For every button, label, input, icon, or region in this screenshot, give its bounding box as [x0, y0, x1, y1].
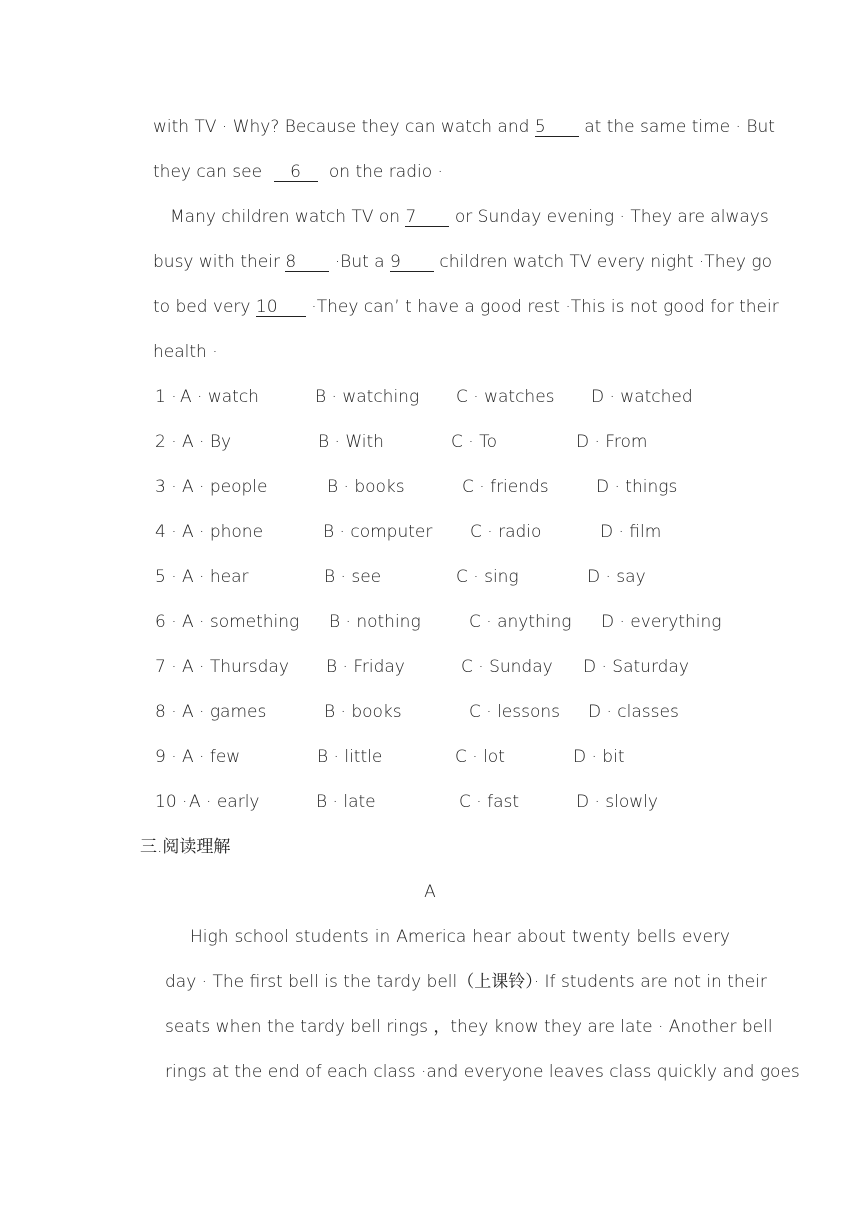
option-b: B · Friday	[326, 657, 405, 677]
passage-text: at the same time · But	[584, 117, 775, 137]
passage-text: they can see	[153, 162, 263, 182]
option-a: A · games	[182, 702, 267, 722]
option-b: B · books	[327, 477, 405, 497]
question-number: 3 ·	[155, 477, 177, 497]
section-heading: 三.阅读理解	[140, 837, 231, 857]
passage-text: children watch TV every night ·They go	[439, 252, 772, 272]
option-d: D · things	[596, 477, 678, 497]
question-number: 10 ·	[155, 792, 188, 812]
passage-text: on the radio ·	[328, 162, 443, 182]
passage-line-4	[153, 251, 772, 273]
option-d: D · everything	[601, 612, 722, 632]
option-a: A · phone	[182, 522, 264, 542]
passage-line-5	[153, 296, 779, 318]
option-a: A · watch	[180, 387, 259, 407]
option-c: C · sing	[456, 567, 519, 587]
passage-text: Many children watch TV on	[170, 207, 401, 227]
option-b: B · see	[324, 567, 382, 587]
option-b: B · With	[318, 432, 384, 452]
option-d: D · watched	[591, 387, 693, 407]
option-d: D · say	[587, 567, 646, 587]
option-c: C · watches	[456, 387, 555, 407]
option-a: A · Thursday	[182, 657, 289, 677]
option-b: B · watching	[315, 387, 420, 407]
blank-6: 6	[274, 163, 318, 182]
passage-text: to bed very	[153, 297, 251, 317]
option-d: D · slowly	[576, 792, 658, 812]
option-c: C · radio	[470, 522, 542, 542]
option-a: A · early	[189, 792, 260, 812]
passage-line-2	[153, 161, 443, 183]
option-a: A · few	[182, 747, 241, 767]
option-a: A · something	[182, 612, 300, 632]
option-c: C · To	[451, 432, 497, 452]
passage-line-3	[170, 206, 769, 228]
blank-7: 7	[405, 208, 449, 227]
option-b: B · late	[316, 792, 376, 812]
blank-10: 10	[256, 298, 306, 317]
question-number: 2 ·	[155, 432, 177, 452]
question-number: 1 ·	[155, 387, 177, 407]
option-c: C · anything	[469, 612, 572, 632]
option-c: C · Sunday	[461, 657, 553, 677]
option-d: D · bit	[573, 747, 625, 767]
reading-line-1: High school students in America hear about twenty bells every	[190, 927, 730, 947]
blank-5: 5	[535, 118, 579, 137]
option-a: A · people	[182, 477, 268, 497]
passage-text: with TV · Why? Because they can watch and	[153, 117, 530, 137]
passage-line-6	[153, 341, 218, 363]
passage-line-1	[153, 116, 775, 138]
option-b: B · nothing	[329, 612, 421, 632]
passage-text: ·They can’ t have a good rest ·This is not good for their	[311, 297, 779, 317]
option-c: C · friends	[462, 477, 549, 497]
question-number: 5 ·	[155, 567, 177, 587]
question-number: 8 ·	[155, 702, 177, 722]
passage-text: health ·	[153, 342, 218, 362]
option-d: D · Saturday	[583, 657, 689, 677]
option-c: C · lot	[455, 747, 505, 767]
option-b: B · books	[324, 702, 402, 722]
option-c: C · lessons	[469, 702, 561, 722]
option-a: A · hear	[182, 567, 249, 587]
option-d: D · classes	[588, 702, 679, 722]
option-a: A · By	[182, 432, 232, 452]
section-subheading: A	[424, 882, 436, 902]
option-c: C · fast	[459, 792, 520, 812]
reading-line-3: seats when the tardy bell rings ，they know they are late · Another bell	[165, 1017, 773, 1037]
question-number: 9 ·	[155, 747, 177, 767]
blank-8: 8	[285, 253, 329, 272]
option-d: D · From	[576, 432, 648, 452]
option-b: B · computer	[323, 522, 433, 542]
option-d: D · film	[600, 522, 662, 542]
blank-9: 9	[390, 253, 434, 272]
question-number: 6 ·	[155, 612, 177, 632]
passage-text: busy with their	[153, 252, 280, 272]
option-b: B · little	[317, 747, 383, 767]
reading-line-4: rings at the end of each class ·and everyone leaves class quickly and goes	[165, 1062, 800, 1082]
reading-line-2: day · The first bell is the tardy bell（上课铃）· If students are not in their	[165, 972, 767, 992]
passage-text: or Sunday evening · They are always	[454, 207, 769, 227]
question-number: 4 ·	[155, 522, 177, 542]
question-number: 7 ·	[155, 657, 177, 677]
passage-text: ·But a	[334, 252, 385, 272]
